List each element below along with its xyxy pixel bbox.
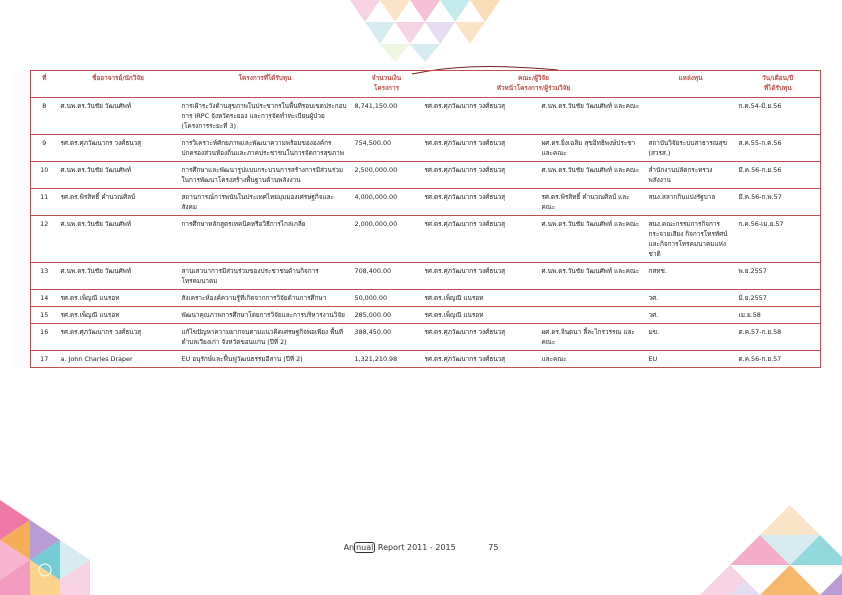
table-row [31,162,821,189]
table-row [31,351,821,368]
decorative-triangles-bottom-left [0,470,130,595]
cell-leader: รศ.ดร.ศุภวัฒนากร วงศ์ธนวสุ [422,216,539,263]
research-grants-table-container [30,70,820,368]
cell-date: มี.ค.56-ก.ย.56 [736,162,821,189]
cell-leader: รศ.ดร.ศุภวัฒนากร วงศ์ธนวสุ [422,263,539,290]
header-funder: แหล่งทุน [646,71,736,98]
cell-researcher: รศ.ดร.เพ็ญณี แนรอท [58,307,179,324]
table-row [31,135,821,162]
cell-leader: รศ.ดร.ศุภวัฒนากร วงศ์ธนวสุ [422,189,539,216]
cell-researcher: a. John Charles Draper [58,351,179,368]
cell-leader: รศ.ดร.ศุภวัฒนากร วงศ์ธนวสุ [422,162,539,189]
cell-leader: รศ.ดร.เพ็ญณี แนรอท [422,290,539,307]
cell-amount: 754,500.00 [352,135,422,162]
cell-leader: รศ.ดร.ศุภวัฒนากร วงศ์ธนวสุ [422,351,539,368]
cell-project: การวิเคราะห์ศักยภาพและพัฒนาความพร้อมขององค์กรปกครองส่วนท้องถิ่นและภาคประชาชนในการจัดการสุขภาพ [179,135,352,162]
cell-leader: รศ.ดร.ศุภวัฒนากร วงศ์ธนวสุ [422,135,539,162]
cell-amount: 388,450.00 [352,324,422,351]
cell-researcher: รศ.ดร.เพ็ญณี แนรอท [58,290,179,307]
cell-funder: สำนักงานปลัดกระทรวงพลังงาน [646,162,736,189]
cell-no: 11 [31,189,58,216]
cell-researcher: รศ.ดร.พิรสิทธิ์ คำนวณศิลป์ [58,189,179,216]
table-row [31,263,821,290]
header-leader [422,71,646,98]
cell-funder: กสทช. [646,263,736,290]
cell-date: ต.ค.57-ก.ย.58 [736,324,821,351]
cell-co-researchers [539,290,646,307]
cell-amount: 708,400.00 [352,263,422,290]
page-number: 75 [488,543,499,552]
header-leader-line1: คณะ/ผู้วิจัย [518,74,549,82]
cell-no: 16 [31,324,58,351]
research-grants-table [30,70,821,368]
header-date-line2: ที่ได้รับทุน [763,84,792,92]
cell-researcher: ศ.นพ.ดร.วันชัย วัฒนศัพท์ [58,263,179,290]
header-amount-line1: จำนวนเงิน [371,74,402,82]
cell-co-researchers [539,307,646,324]
cell-project: EU อนุรักษ์และฟื้นฟูวัฒนธรรมอีสาน (ปีที่ 2) [179,351,352,368]
table-body [31,98,821,368]
cell-co-researchers: ผศ.ดร.จินตนา ลี้ละไกรวรรณ และคณะ [539,324,646,351]
header-amount [352,71,422,98]
page-footer [0,542,842,553]
cell-project: สังเคราะห์องค์ความรู้ที่เกิดจากการวิจัยด้านการศึกษา [179,290,352,307]
cell-no: 8 [31,98,58,135]
cell-researcher: ศ.นพ.ดร.วันชัย วัฒนศัพท์ [58,216,179,263]
cell-amount: 8,741,150.00 [352,98,422,135]
cell-leader: รศ.ดร.เพ็ญณี แนรอท [422,307,539,324]
cell-no: 10 [31,162,58,189]
cell-date: มิ.ย.2557 [736,290,821,307]
cell-date: ก.ค.54-มิ.ย.56 [736,98,821,135]
cell-co-researchers: ศ.นพ.ดร.วันชัย วัฒนศัพท์ และคณะ [539,98,646,135]
cell-researcher: ศ.นพ.ดร.วันชัย วัฒนศัพท์ [58,162,179,189]
decorative-triangles-top [340,0,540,62]
cell-researcher: รศ.ดร.ศุภวัฒนากร วงศ์ธนวสุ [58,135,179,162]
cell-co-researchers: รศ.ดร.พิรสิทธิ์ คำนวณศิลป์ และคณะ [539,189,646,216]
cell-no: 13 [31,263,58,290]
header-leader-line2: หัวหน้าโครงการ/ผู้ร่วมวิจัย [496,84,571,92]
cell-date: มี.ค.56-ก.พ.57 [736,189,821,216]
cell-researcher: ศ.นพ.ดร.วันชัย วัฒนศัพท์ [58,98,179,135]
cell-no: 14 [31,290,58,307]
cell-project: การศึกษาและพัฒนารูปแบบกระบวนการสร้างการมีส่วนร่วมในการพัฒนาโครงสร้างพื้นฐานด้านพลังงาน [179,162,352,189]
header-researcher: ชื่ออาจารย์/นักวิจัย [58,71,179,98]
header-date-line1: วัน/เดือน/ปี [762,74,794,82]
header-amount-line2: โครงการ [373,84,400,92]
cell-funder: สนง.สลากกินแบ่งรัฐบาล [646,189,736,216]
cell-project: สานเสวนาการมีส่วนร่วมของประชาชนด้านกิจการโทรคมนาคม [179,263,352,290]
cell-leader: รศ.ดร.ศุภวัฒนากร วงศ์ธนวสุ [422,324,539,351]
cell-amount: 4,000,000.00 [352,189,422,216]
footer-title: Report 2011 - 2015 [377,543,456,552]
header-project: โครงการที่ได้รับทุน [179,71,352,98]
cell-funder: สถาบันวิจัยระบบสาธารณสุข (สวรส.) [646,135,736,162]
cell-co-researchers: ผศ.ดร.ยิ่งเฉลิม สุขอิทธิพงษ์ประชา และคณะ [539,135,646,162]
cell-date: ก.ค.56-เม.ย.57 [736,216,821,263]
cell-amount: 2,500,000.00 [352,162,422,189]
table-header-row [31,71,821,98]
cell-funder: สนง.คณะกรรมการกิจการกระจายเสียง กิจการโทรทัศน์และกิจการโทรคมนาคมแห่งชาติ [646,216,736,263]
cell-amount: 50,000.00 [352,290,422,307]
cell-no: 15 [31,307,58,324]
cell-funder: วศ. [646,307,736,324]
cell-no: 12 [31,216,58,263]
table-row [31,98,821,135]
header-no: ที่ [31,71,58,98]
cell-project: การเฝ้าระวังด้านสุขภาพในประชากรในพื้นที่รอบเขตประกอบการ IRPC จังหวัดระยอง และการจัดทำทะเบียนผู้ป่วย (โครงการระยะที่ 3) [179,98,352,135]
cell-co-researchers: ศ.นพ.ดร.วันชัย วัฒนศัพท์ และคณะ [539,162,646,189]
cell-date: ต.ค.56-ก.ย.57 [736,351,821,368]
cell-funder: มข. [646,324,736,351]
cell-co-researchers: และคณะ [539,351,646,368]
cell-date: พ.ย.2557 [736,263,821,290]
cell-date: เม.ย.58 [736,307,821,324]
cell-amount: 285,000.00 [352,307,422,324]
cell-amount: 1,321,210.98 [352,351,422,368]
cell-funder: EU [646,351,736,368]
footer-prefix: An [343,543,355,552]
cell-amount: 2,000,000.00 [352,216,422,263]
cell-project: การศึกษาหลักสูตรเทคนิคหรือวิธีการไกล่เกลี่ย [179,216,352,263]
cell-project: สถานการณ์การพนันในประเทศไทยมุมมองเศรษฐกิจและสังคม [179,189,352,216]
cell-funder [646,98,736,135]
table-row [31,189,821,216]
cell-funder: วศ. [646,290,736,307]
cell-co-researchers: ศ.นพ.ดร.วันชัย วัฒนศัพท์ และคณะ [539,263,646,290]
table-row [31,324,821,351]
cell-date: ส.ค.55-ก.ค.56 [736,135,821,162]
cell-no: 17 [31,351,58,368]
cell-no: 9 [31,135,58,162]
footer-mark: nual [356,543,374,552]
table-row [31,290,821,307]
table-row [31,307,821,324]
cell-co-researchers: ศ.นพ.ดร.วันชัย วัฒนศัพท์ และคณะ [539,216,646,263]
cell-researcher: รศ.ดร.ศุภวัฒนากร วงศ์ธนวสุ [58,324,179,351]
table-row [31,216,821,263]
cell-project: แก้ไขปัญหาความยากจนตามแนวคิดเศรษฐกิจพอเพียง พื้นที่ตำบลเวียงเก่า จังหวัดขอนแก่น (ปีที่ 2) [179,324,352,351]
cell-leader: รศ.ดร.ศุภวัฒนากร วงศ์ธนวสุ [422,98,539,135]
header-date [736,71,821,98]
cell-project: พัฒนาคุณภาพการศึกษาโดยการวิจัยและการบริหารงานวิจัย [179,307,352,324]
